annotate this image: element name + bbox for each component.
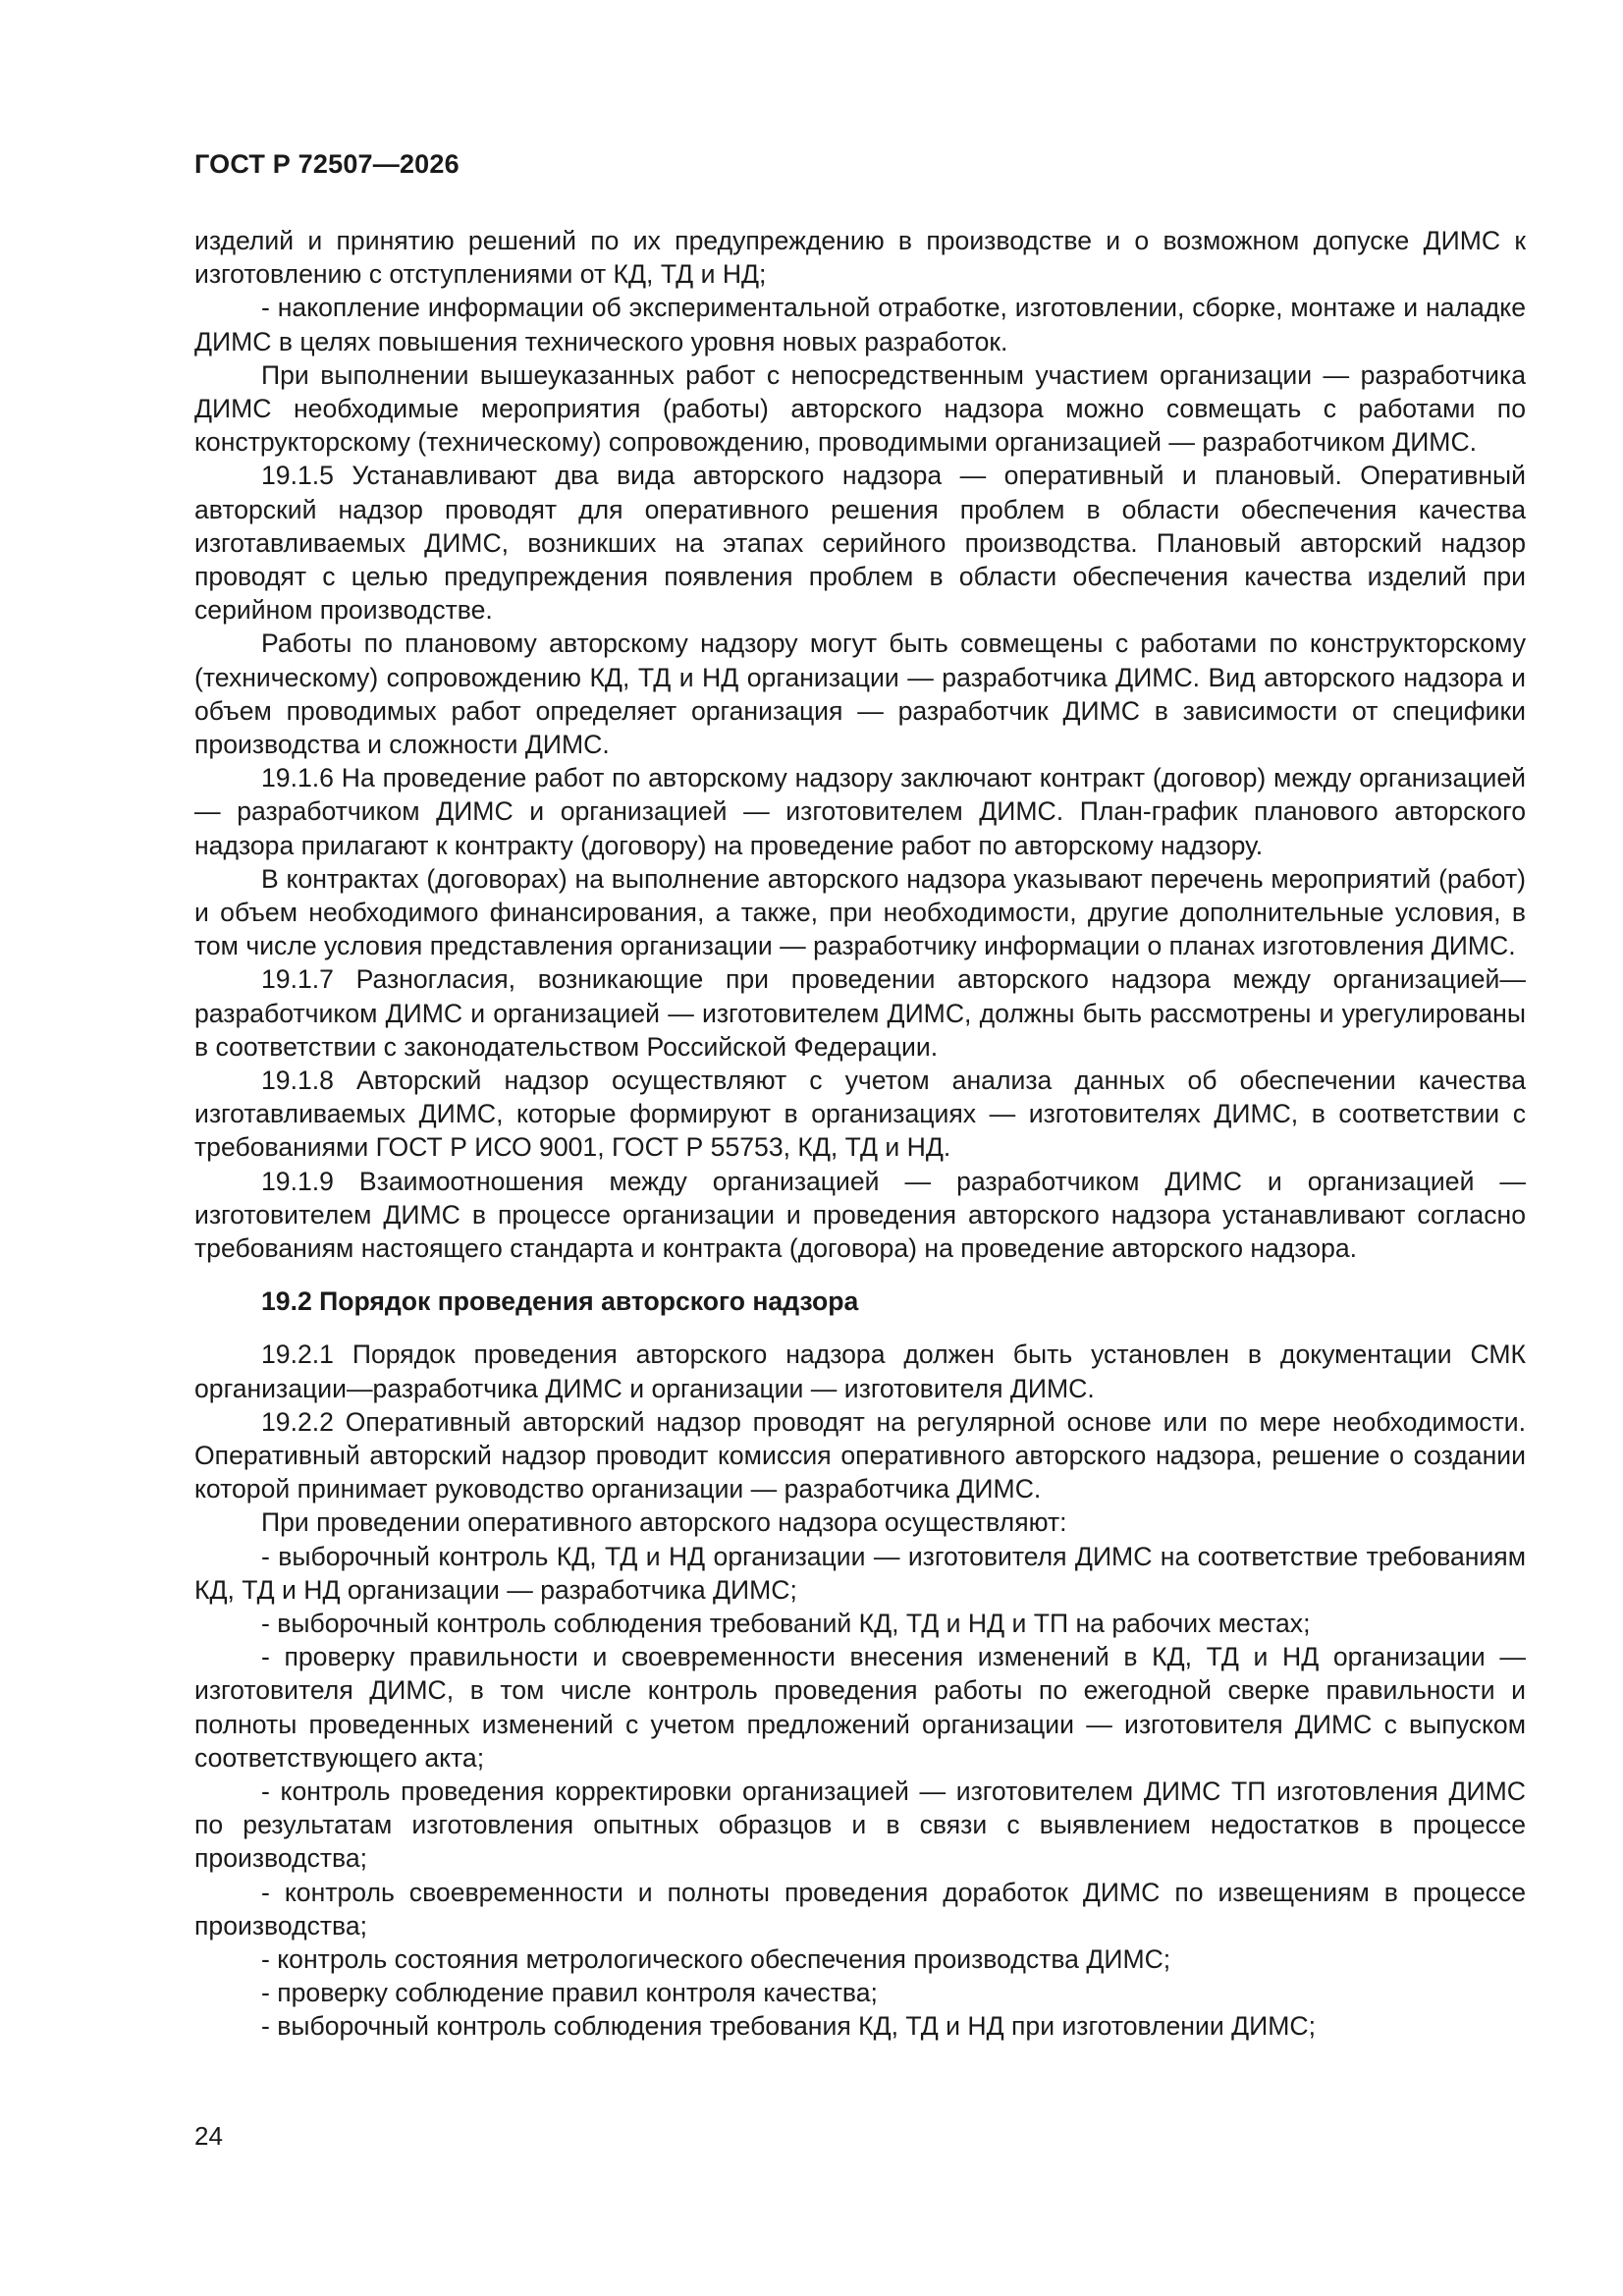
- list-item: - накопление информации об экспериментальной отработке, изготовлении, сборке, монтаже и наладке ДИМС в целях повышения технического уровня новых разработок.: [194, 293, 1526, 356]
- list-item: - выборочный контроль КД, ТД и НД организации — изготовителя ДИМС на соответствие требованиям КД, ТД и НД организации — разработчика ДИМС;: [194, 1541, 1526, 1605]
- clause-19-1-7: 19.1.7 Разногласия, возникающие при проведении авторского надзора между организацией—разработчиком ДИМС и организацией — изготовителем ДИМС, должны быть рассмотрены и урегулированы в соответствии с законодательством Российской Федерации.: [194, 964, 1526, 1062]
- list-item: - проверку соблюдение правил контроля качества;: [261, 1978, 878, 2008]
- list-item: - выборочный контроль соблюдения требований КД, ТД и НД и ТП на рабочих местах;: [261, 1608, 1311, 1638]
- clause-19-1-5: 19.1.5 Устанавливают два вида авторского надзора — оперативный и плановый. Оперативный авторский надзор проводят для оперативного решения проблем в области обеспечения качества изготавливаемых ДИМС, возникших на этапах серийного производства. Плановый авторский надзор проводят с целью предупреждения появления проблем в области обеспечения качества изделий при серийном производстве.: [194, 461, 1526, 626]
- paragraph: При проведении оперативного авторского надзора осуществляют:: [261, 1507, 1067, 1538]
- clause-19-2-1: 19.2.1 Порядок проведения авторского надзора должен быть установлен в документации СМК организации—разработчика ДИМС и организации — изготовителя ДИМС.: [194, 1339, 1526, 1403]
- clause-19-1-9: 19.1.9 Взаимоотношения между организацией — разработчиком ДИМС и организацией — изготовителем ДИМС в процессе организации и проведения авторского надзора устанавливают согласно требованиям настоящего стандарта и контракта (договора) на проведение авторского надзора.: [194, 1166, 1526, 1264]
- paragraph: Работы по плановому авторскому надзору могут быть совмещены с работами по конструкторскому (техническому) сопровождению КД, ТД и НД организации — разработчика ДИМС. Вид авторского надзора и объем проводимых работ определяет организация — разработчик ДИМС в зависимости от специфики производства и сложности ДИМС.: [194, 629, 1526, 760]
- paragraph: изделий и принятию решений по их предупреждению в производстве и о возможном допуске ДИМС к изготовлению с отступлениями от КД, ТД и НД;: [194, 226, 1526, 290]
- page-number: 24: [194, 2121, 223, 2151]
- list-item: - контроль состояния метрологического обеспечения производства ДИМС;: [261, 1943, 1171, 1974]
- list-item: - выборочный контроль соблюдения требования КД, ТД и НД при изготовлении ДИМС;: [261, 2011, 1316, 2042]
- document-body: [194, 224, 1526, 2044]
- clause-19-1-6: 19.1.6 На проведение работ по авторскому надзору заключают контракт (договор) между организацией — разработчиком ДИМС и организацией — изготовителем ДИМС. План-график планового авторского надзора прилагают к контракту (договору) на проведение работ по авторскому надзору.: [194, 763, 1526, 860]
- list-item: - контроль проведения корректировки организацией — изготовителем ДИМС ТП изготовления ДИМС по результатам изготовления опытных образцов и в связи с выявлением недостатков в процессе производства;: [194, 1776, 1526, 1874]
- clause-19-1-8: 19.1.8 Авторский надзор осуществляют с учетом анализа данных об обеспечении качества изготавливаемых ДИМС, которые формируют в организациях — изготовителях ДИМС, в соответствии с требованиями ГОСТ Р ИСО 9001, ГОСТ Р 55753, КД, ТД и НД.: [194, 1066, 1526, 1163]
- clause-19-2-2: 19.2.2 Оперативный авторский надзор проводят на регулярной основе или по мере необходимости. Оперативный авторский надзор проводит комиссия оперативного авторского надзора, решение о создании которой принимает руководство организации — разработчика ДИМС.: [194, 1406, 1526, 1504]
- section-heading: 19.2 Порядок проведения авторского надзора: [261, 1286, 859, 1317]
- list-item: - проверку правильности и своевременности внесения изменений в КД, ТД и НД организации — изготовителя ДИМС, в том числе контроль проведения работы по ежегодной сверке правильности и полноты проведенных изменений с учетом предложений организации — изготовителя ДИМС с выпуском соответствующего акта;: [194, 1642, 1526, 1773]
- paragraph: В контрактах (договорах) на выполнение авторского надзора указывают перечень мероприятий (работ) и объем необходимого финансирования, а также, при необходимости, другие дополнительные условия, в том числе условия представления организации — разработчику информации о планах изготовления ДИМС.: [194, 863, 1526, 961]
- document-code-header: ГОСТ Р 72507—2026: [194, 149, 460, 179]
- paragraph: При выполнении вышеуказанных работ с непосредственным участием организации — разработчика ДИМС необходимые мероприятия (работы) авторского надзора можно совмещать с работами по конструкторскому (техническому) сопровождению, проводимыми организацией — разработчиком ДИМС.: [194, 359, 1526, 458]
- list-item: - контроль своевременности и полноты проведения доработок ДИМС по извещениям в процессе производства;: [194, 1877, 1526, 1941]
